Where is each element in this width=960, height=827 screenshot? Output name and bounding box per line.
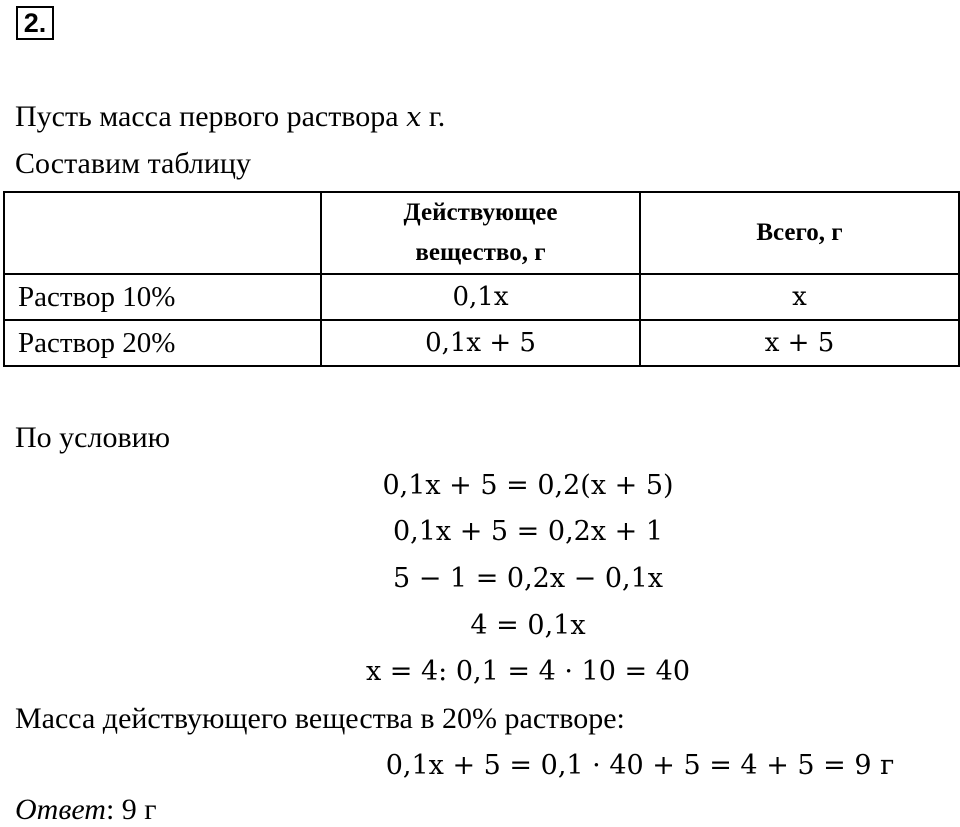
answer-label: Ответ	[15, 793, 106, 826]
intro-unit: г.	[421, 100, 446, 133]
row-label: Раствор 20%	[4, 320, 321, 366]
mass-label: Масса действующего вещества в 20% растворе:	[15, 702, 625, 735]
problem-number-badge: 2.	[16, 6, 54, 40]
answer-line	[15, 793, 157, 827]
intro-text: Пусть масса первого раствора	[15, 100, 407, 133]
header-total: Всего, г	[640, 192, 959, 274]
header-empty-cell	[4, 192, 321, 274]
table-intro: Составим таблицу	[15, 147, 251, 180]
table-header-row	[4, 192, 959, 274]
equation-line: 5 − 1 = 0,2x − 0,1x	[392, 563, 664, 594]
header-substance	[321, 192, 640, 274]
table-row	[4, 274, 959, 320]
row-total: x + 5	[640, 320, 959, 366]
row-total: x	[640, 274, 959, 320]
table-row	[4, 320, 959, 366]
condition-label: По условию	[15, 421, 171, 454]
header-substance-line2: вещество, г	[415, 239, 546, 266]
equation-line: 0,1x + 5 = 0,2(x + 5)	[382, 470, 674, 501]
final-equation: 0,1x + 5 = 0,1 · 40 + 5 = 4 + 5 = 9 г	[385, 750, 895, 781]
equation-line: 0,1x + 5 = 0,2x + 1	[392, 516, 664, 547]
equation-line: 4 = 0,1x	[470, 610, 586, 641]
row-label: Раствор 10%	[4, 274, 321, 320]
intro-variable: x	[406, 102, 422, 133]
intro-line	[15, 100, 445, 135]
solutions-table	[3, 191, 960, 367]
equation-line: x = 4: 0,1 = 4 · 10 = 40	[365, 656, 691, 687]
row-substance: 0,1x	[321, 274, 640, 320]
header-substance-line1: Действующее	[403, 199, 558, 226]
row-substance: 0,1x + 5	[321, 320, 640, 366]
answer-value: : 9 г	[105, 793, 157, 826]
